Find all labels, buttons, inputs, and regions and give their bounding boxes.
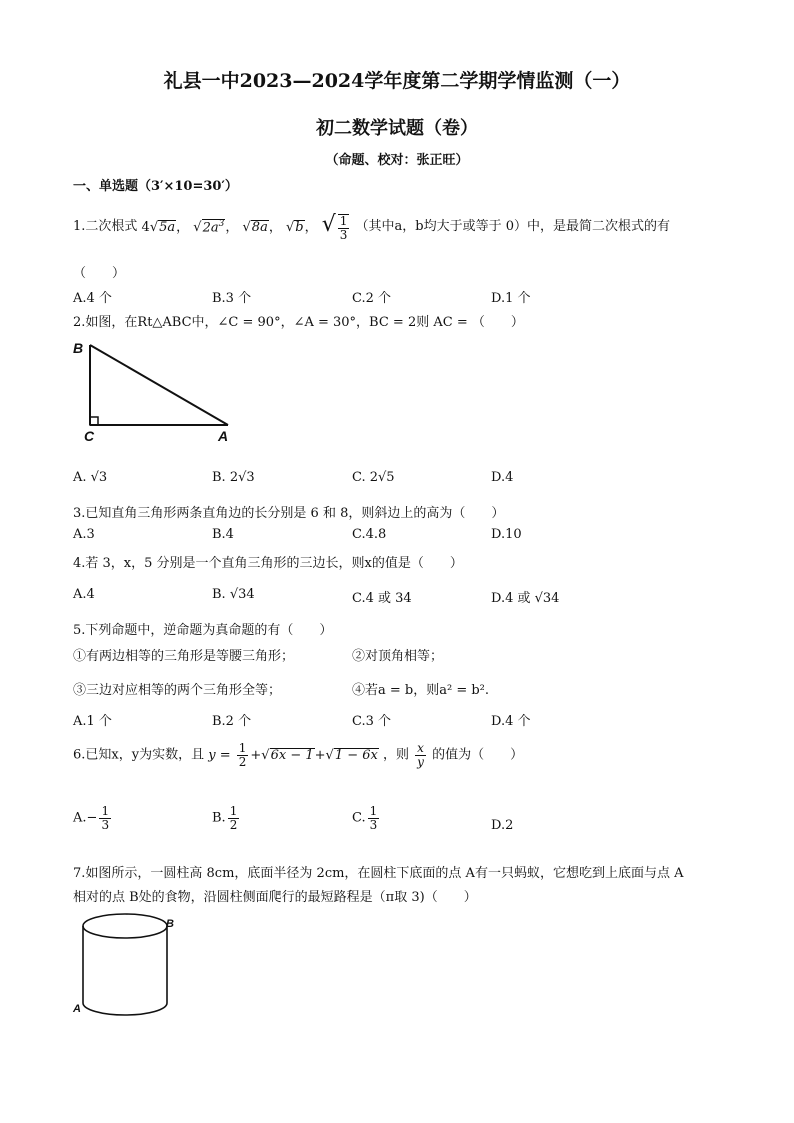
q5-statement-3: ③三边对应相等的两个三角形全等； [73, 683, 282, 698]
section-heading: 一、单选题（3′×10=30′） [73, 179, 238, 194]
q1-option-d: D.1 个 [491, 291, 531, 306]
label-b: B [73, 340, 84, 356]
question-7-line-1: 7.如图所示，一圆柱高 8cm，底面半径为 2cm，在圆柱下底面的点 A有一只蚂蚁，它想吃到上底面与点 A [73, 866, 684, 881]
q2-option-a: A. √3 [73, 470, 108, 485]
q1-option-a: A.4 个 [73, 291, 112, 306]
q4-option-b: B. √34 [212, 587, 255, 602]
q2-option-b: B. 2√3 [212, 470, 255, 485]
q2-option-d: D.4 [491, 470, 514, 485]
q6-ratio: $\frac{x}{y}$ [417, 741, 424, 769]
q6-suffix: ，则 [383, 747, 410, 763]
q3-option-a: A.3 [73, 527, 95, 542]
q5-option-c: C.3 个 [352, 714, 392, 729]
exam-authors: （命题、校对：张正旺） [325, 153, 469, 168]
q6-equation: y = $\frac{1}{2}$ +√6x − 1+√1 − 6x [208, 741, 378, 769]
label-a: A [218, 428, 229, 444]
q1-radicals: 4√5a， $√2a^3$， √8a， √b， √ $\frac{1}{3}$ [141, 212, 348, 242]
cylinder-label-b: B [166, 918, 174, 930]
q4-option-d: D.4 或 √34 [491, 591, 560, 606]
q6-option-d: D.2 [491, 818, 514, 833]
question-3: 3.已知直角三角形两条直角边的长分别是 6 和 8，则斜边上的高为（ ） [73, 506, 505, 521]
q3-option-c: C.4.8 [352, 527, 387, 542]
question-1 [73, 212, 670, 241]
question-4: 4.若 3，x，5 分别是一个直角三角形的三边长，则x的值是（ ） [73, 556, 463, 571]
q1-prefix: 1.二次根式 [73, 219, 138, 235]
q6-tail: 的值为（ ） [432, 747, 524, 763]
q6-option-b: B. $\frac{1}{2}$ [212, 804, 238, 832]
q4-option-a: A.4 [73, 587, 95, 602]
triangle-figure [70, 335, 240, 447]
question-2: 2.如图，在Rt△ABC中，∠C = 90°，∠A = 30°，BC = 2则 AC = （ ） [73, 315, 524, 330]
q3-option-b: B.4 [212, 527, 234, 542]
q2-option-c: C. 2√5 [352, 470, 395, 485]
label-c: C [84, 428, 95, 444]
q6-option-a: A.− $\frac{1}{3}$ [73, 804, 110, 832]
q1-suffix: （其中a，b均大于或等于 0）中，是最简二次根式的有 [355, 219, 671, 235]
q1-option-c: C.2 个 [352, 291, 392, 306]
q5-option-a: A.1 个 [73, 714, 112, 729]
exam-title: 礼县一中2023—2024学年度第二学期学情监测（一） [163, 70, 631, 92]
q4-option-c: C.4 或 34 [352, 591, 412, 606]
q5-statement-4: ④若a = b，则a² = b². [352, 683, 490, 698]
q1-paren: （ ） [73, 266, 126, 281]
q6-prefix: 6.已知x，y为实数，且 [73, 747, 205, 763]
q3-option-d: D.10 [491, 527, 522, 542]
exam-subtitle: 初二数学试题（卷） [316, 118, 478, 139]
q5-statement-1: ①有两边相等的三角形是等腰三角形； [73, 649, 295, 664]
q1-option-b: B.3 个 [212, 291, 252, 306]
question-5: 5.下列命题中，逆命题为真命题的有（ ） [73, 623, 333, 638]
q5-option-d: D.4 个 [491, 714, 531, 729]
cylinder-label-a: A [73, 1003, 81, 1015]
q5-option-b: B.2 个 [212, 714, 252, 729]
question-6 [73, 742, 523, 768]
q6-option-c: C. $\frac{1}{3}$ [352, 804, 378, 832]
q5-statement-2: ②对顶角相等； [352, 649, 444, 664]
question-7-line-2: 相对的点 B处的食物，沿圆柱侧面爬行的最短路程是（π取 3)（ ） [73, 890, 477, 905]
